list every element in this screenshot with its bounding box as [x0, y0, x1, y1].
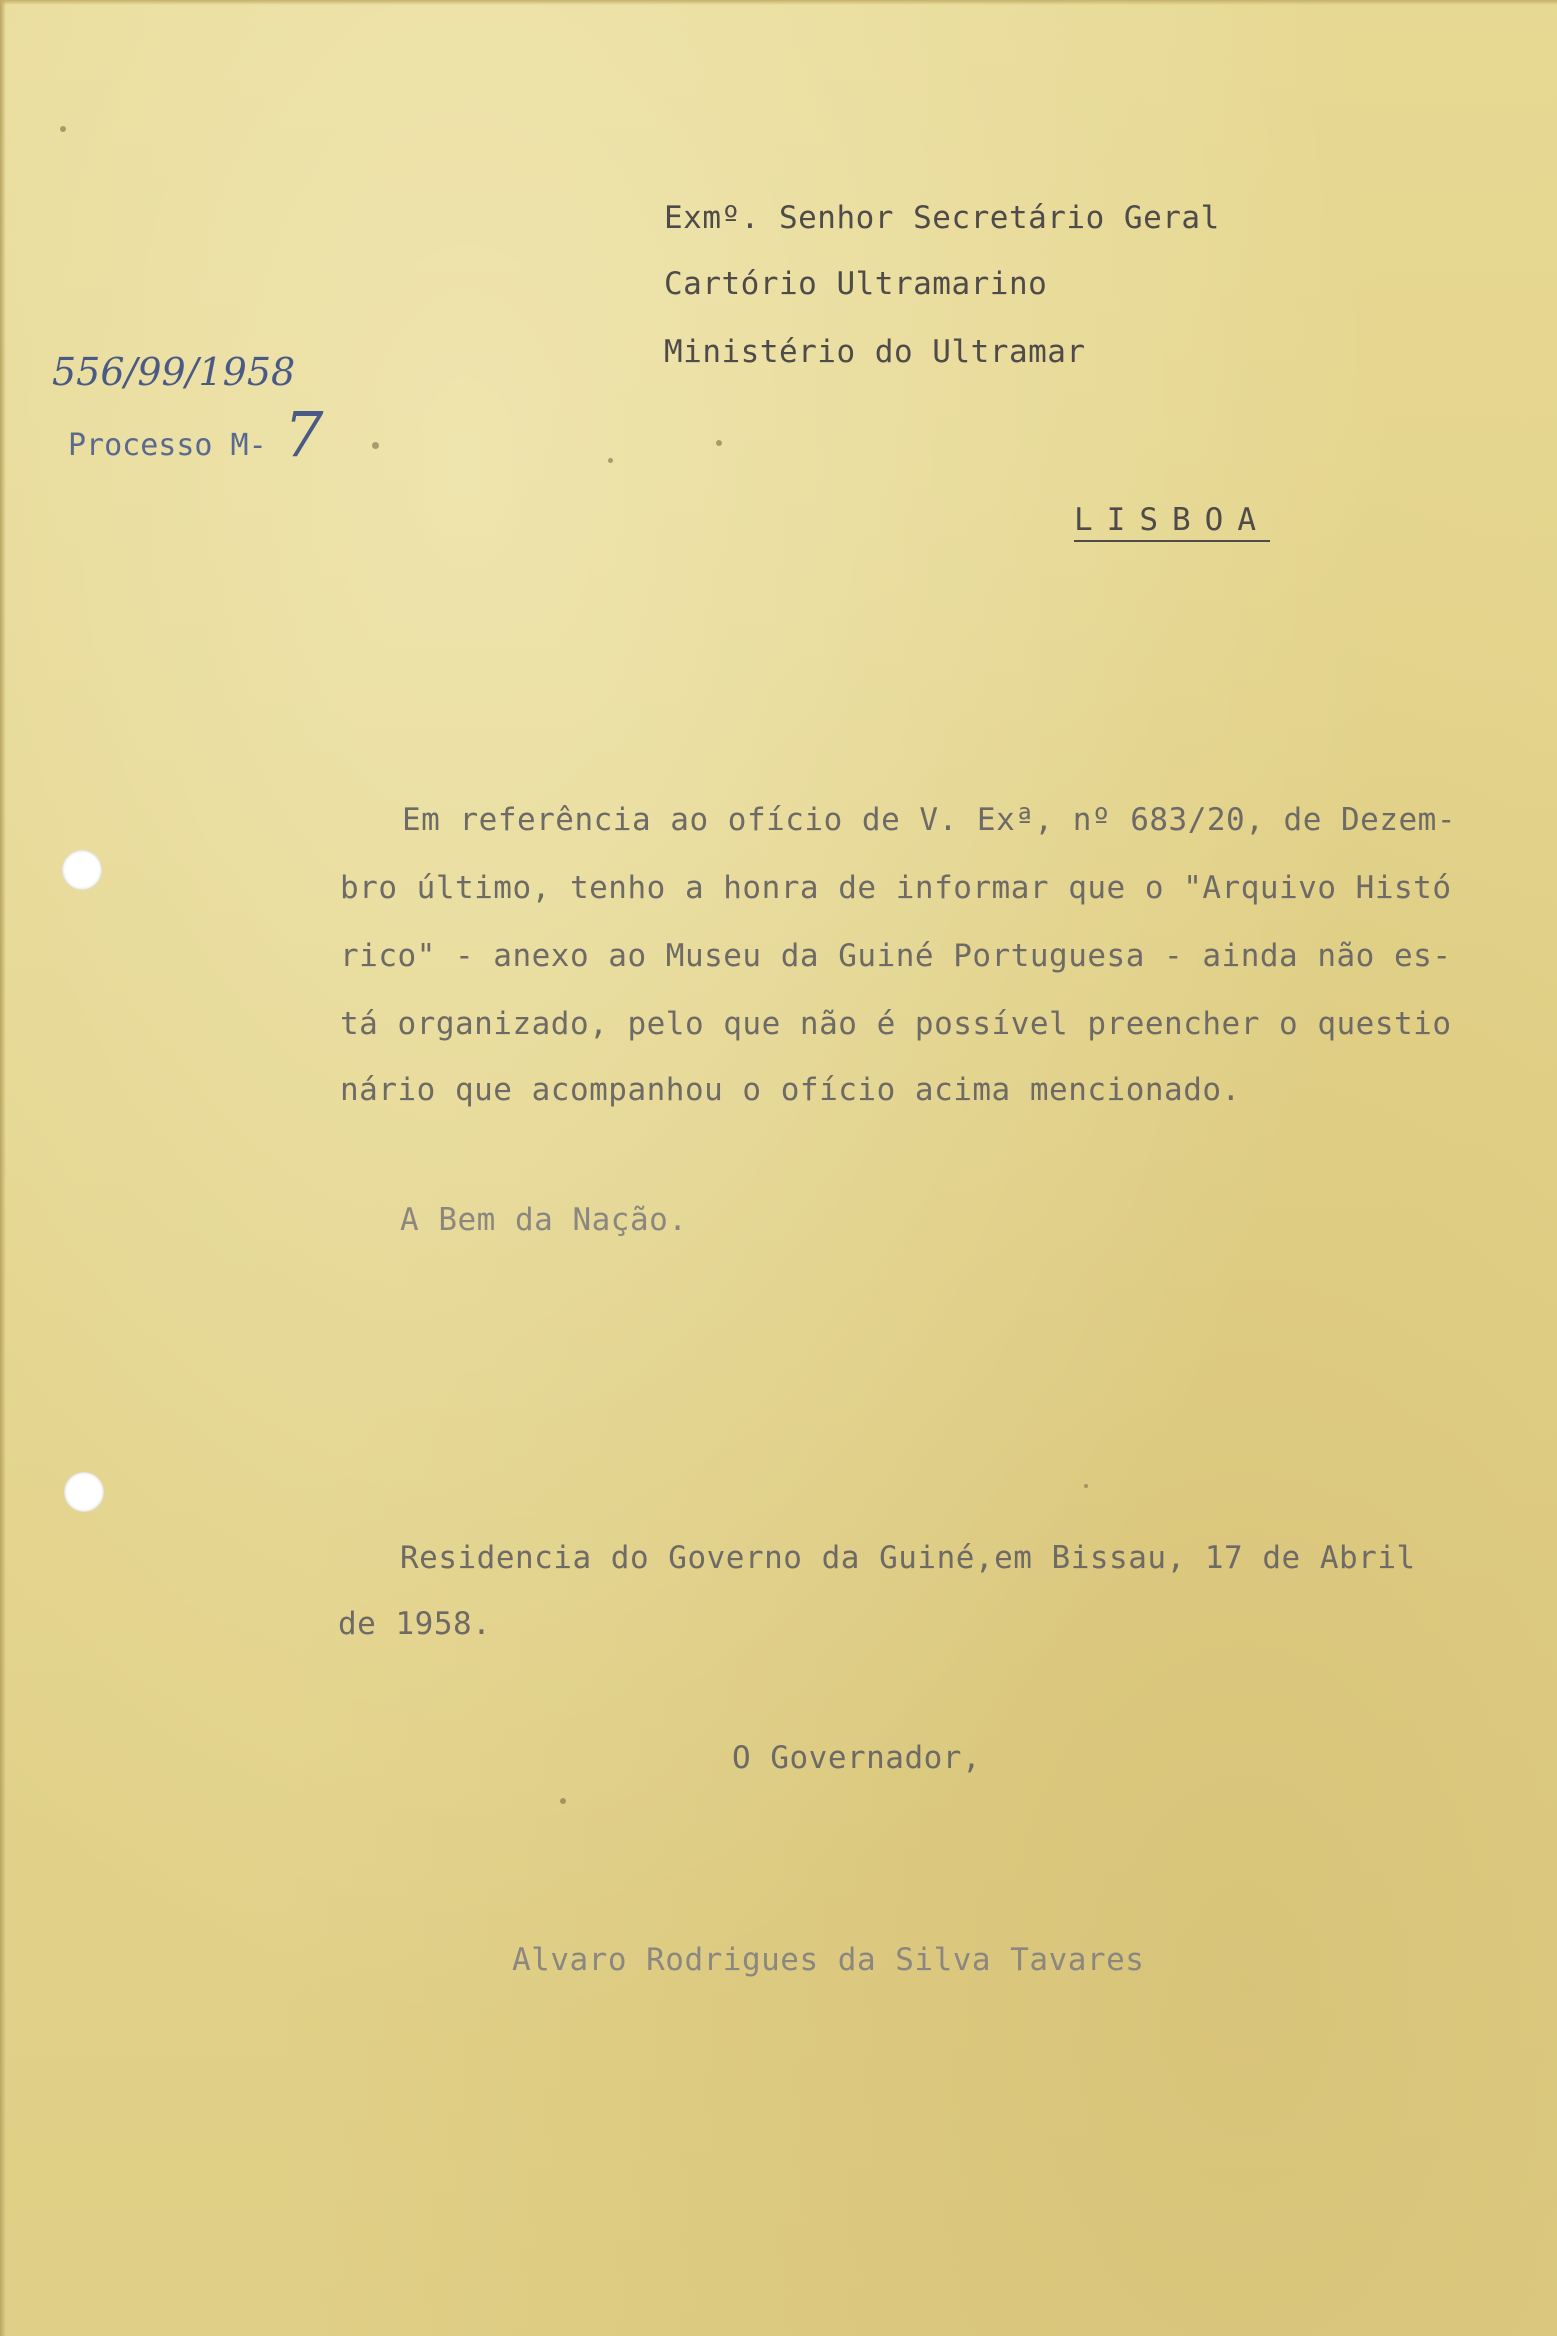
punch-hole-lower	[64, 1472, 104, 1512]
body-line-5: nário que acompanhou o ofício acima mencionado.	[340, 1072, 1241, 1108]
reference-number: 556/99/1958	[52, 350, 296, 394]
body-line-4: tá organizado, pelo que não é possível preencher o questio	[340, 1006, 1452, 1042]
paper-speck	[1084, 1484, 1088, 1488]
paper-speck	[716, 440, 722, 446]
paper-speck	[60, 126, 66, 132]
address-city: LISBOA	[1074, 502, 1270, 542]
paper-speck	[608, 458, 613, 463]
address-line-1: Exmº. Senhor Secretário Geral	[664, 200, 1220, 236]
body-line-2: bro último, tenho a honra de informar que o "Arquivo Histó	[340, 870, 1452, 906]
processo-mark: 7	[284, 398, 324, 471]
paper-top-edge	[0, 0, 1557, 5]
address-line-2: Cartório Ultramarino	[664, 266, 1048, 302]
body-line-1: Em referência ao ofício de V. Exª, nº 683/20, de Dezem-	[402, 802, 1456, 838]
paper-speck	[372, 442, 379, 449]
signature-name: Alvaro Rodrigues da Silva Tavares	[512, 1942, 1145, 1978]
closing-salutation: A Bem da Nação.	[400, 1202, 688, 1238]
paper-speck	[560, 1798, 566, 1804]
punch-hole-upper	[62, 850, 102, 890]
address-line-3: Ministério do Ultramar	[664, 334, 1086, 370]
place-date-line-1: Residencia do Governo da Guiné,em Bissau, 17 de Abril	[400, 1540, 1416, 1576]
processo-label: Processo M-	[68, 428, 267, 463]
signature-title: O Governador,	[732, 1740, 982, 1776]
paper-left-edge	[0, 0, 6, 2336]
place-date-line-2: de 1958.	[338, 1606, 492, 1642]
body-line-3: rico" - anexo ao Museu da Guiné Portuguesa - ainda não es-	[340, 938, 1452, 974]
